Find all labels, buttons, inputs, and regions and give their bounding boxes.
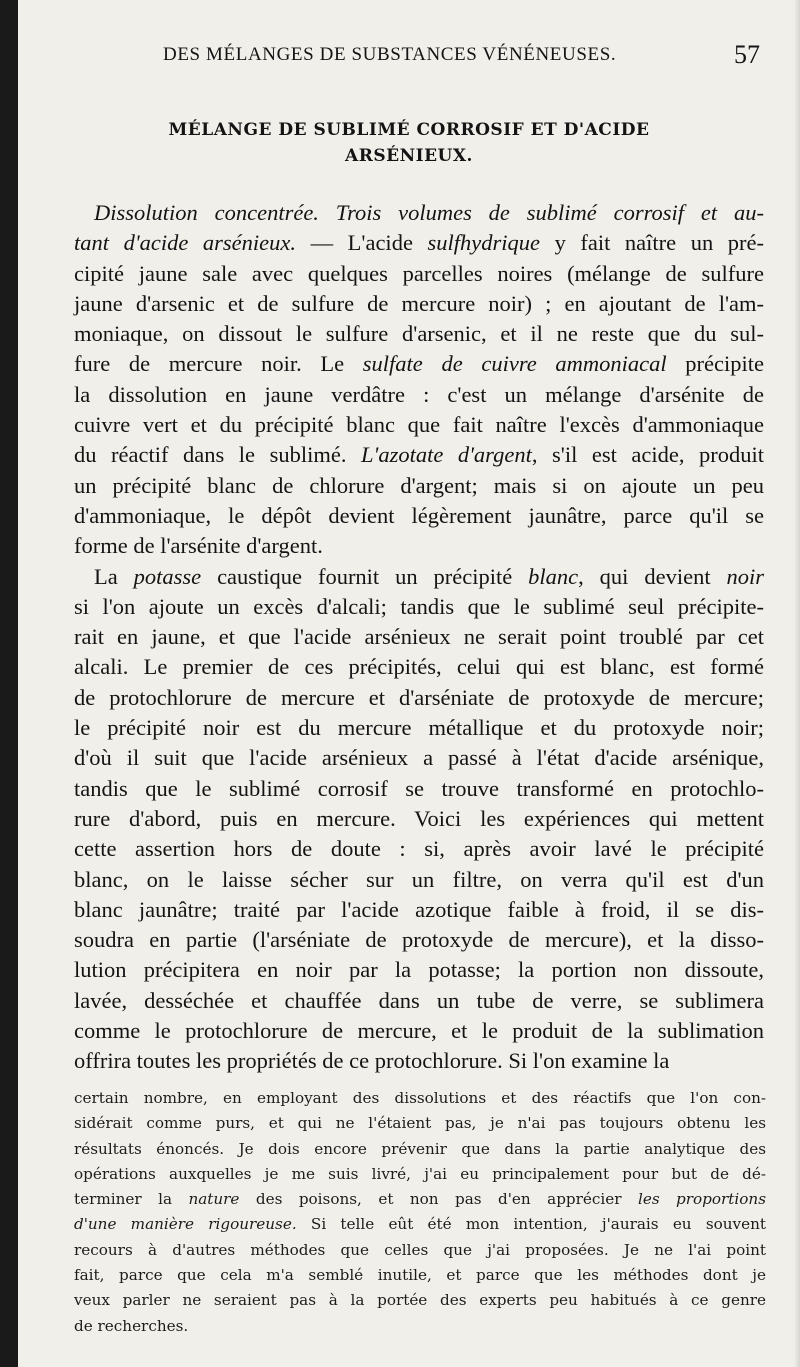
text-run: opérations auxquelles je me suis livré, j'ai eu principalement pour but de dé- <box>74 1164 766 1183</box>
text-run: cipité jaune sale avec quelques parcelles noires (mélange de sulfure <box>74 260 764 286</box>
body-text-line <box>74 531 764 561</box>
body-text-line <box>74 289 764 319</box>
text-run: rure d'abord, puis en mercure. Voici les expériences qui mettent <box>74 805 764 831</box>
section-title-line-2: ARSÉNIEUX. <box>345 146 473 166</box>
text-run: , qui devient <box>578 563 727 589</box>
text-run: comme le protochlorure de mercure, et le produit de la sublimation <box>74 1018 764 1044</box>
text-run: précipite <box>666 351 764 377</box>
text-run: rait en jaune, et que l'acide arsénieux ne serait point troublé par cet <box>74 624 764 650</box>
text-run: sidérait comme purs, et qui ne l'étaient pas, je n'ai pas toujours obtenu les <box>74 1114 766 1133</box>
text-run: si l'on ajoute un excès d'alcali; tandis que le sublimé seul précipite- <box>74 593 764 619</box>
body-text-line <box>74 501 764 531</box>
page-edge-shadow <box>794 0 800 1367</box>
text-run: fure de mercure noir. Le <box>74 351 363 377</box>
text-run: certain nombre, en employant des dissolutions et des réactifs que l'on con- <box>74 1089 766 1107</box>
footnote-line <box>74 1212 766 1237</box>
running-header <box>18 40 800 74</box>
body-text-line <box>74 743 764 773</box>
body-text-line <box>74 834 764 864</box>
italic-text-run: potasse <box>133 563 202 589</box>
italic-text-run: les proportions <box>637 1190 766 1209</box>
body-text-line <box>74 410 764 440</box>
body-text-line <box>74 986 764 1016</box>
italic-text-run: blanc <box>528 563 579 589</box>
body-text-line <box>74 1016 764 1046</box>
body-text-line <box>74 592 764 622</box>
text-run: La <box>94 563 134 589</box>
text-run: offrira toutes les propriétés de ce protochlorure. Si l'on examine la <box>74 1048 670 1074</box>
body-text-line <box>74 440 764 470</box>
text-run: cette assertion hors de doute : si, après avoir lavé le précipité <box>74 836 764 862</box>
italic-text-run: nature <box>188 1190 240 1209</box>
text-run: blanc jaunâtre; traité par l'acide azotique faible à froid, il se dis- <box>74 896 764 922</box>
italic-text-run: sulfate de cuivre ammoniacal <box>362 351 667 377</box>
footnote-text <box>74 1086 766 1339</box>
text-run: tandis que le sublimé corrosif se trouve transformé en protochlo- <box>74 775 764 801</box>
body-text-line <box>74 804 764 834</box>
text-run: terminer la <box>74 1190 189 1209</box>
footnote-line <box>74 1314 766 1339</box>
body-text-line <box>74 774 764 804</box>
footnote-line <box>74 1111 766 1136</box>
body-text-line <box>74 622 764 652</box>
text-run: la dissolution en jaune verdâtre : c'est un mélange d'arsénite de <box>74 381 764 407</box>
text-run: blanc, on le laisse sécher sur un filtre, on verra qu'il est d'un <box>74 866 764 892</box>
body-text-line <box>74 228 764 258</box>
body-text-line <box>74 865 764 895</box>
text-run: — L'acide <box>296 230 428 256</box>
text-run: le précipité noir est du mercure métallique et du protoxyde noir; <box>74 715 764 741</box>
text-run: caustique fournit un précipité <box>201 563 529 589</box>
running-title: DES MÉLANGES DE SUBSTANCES VÉNÉNEUSES. <box>163 44 617 65</box>
footnote-line <box>74 1162 766 1187</box>
text-run: cuivre vert et du précipité blanc que fait naître l'excès d'ammoniaque <box>74 412 764 438</box>
text-run: de recherches. <box>74 1316 189 1335</box>
footnote-line <box>74 1187 766 1212</box>
body-text-line <box>74 471 764 501</box>
italic-text-run: tant d'acide arsénieux. <box>74 230 297 256</box>
body-text-line <box>74 1046 764 1076</box>
text-run: des poisons, et non pas d'en apprécier <box>239 1190 638 1209</box>
text-run: Si telle eût été mon intention, j'aurais eu souvent <box>296 1215 767 1234</box>
text-run: lution précipitera en noir par la potasse; la portion non dissoute, <box>74 957 764 983</box>
italic-text-run: sulfhydrique <box>427 230 540 256</box>
body-text-line <box>74 198 764 228</box>
footnote-line <box>74 1288 766 1313</box>
italic-text-run: Dissolution concentrée. Trois volumes de sublimé corrosif et au- <box>94 200 764 225</box>
text-run: de protochlorure de mercure et d'arséniate de protoxyde de mercure; <box>74 684 764 710</box>
body-text-line <box>74 380 764 410</box>
body-text-line <box>74 349 764 379</box>
text-run: un précipité blanc de chlorure d'argent; mais si on ajoute un peu <box>74 472 764 498</box>
text-run: moniaque, on dissout le sulfure d'arsenic, et il ne reste que du sul- <box>74 321 764 347</box>
text-run: d'ammoniaque, le dépôt devient légèrement jaunâtre, parce qu'il se <box>74 502 764 528</box>
body-text-line <box>74 562 764 592</box>
body-text-line <box>74 955 764 985</box>
italic-text-run: L'azotate d'argent <box>361 442 532 468</box>
body-text-line <box>74 259 764 289</box>
page-number: 57 <box>734 40 760 69</box>
text-run: fait, parce que cela m'a semblé inutile, et parce que les méthodes dont je <box>74 1266 766 1285</box>
footnote-line <box>74 1263 766 1288</box>
body-text-line <box>74 652 764 682</box>
book-page <box>18 0 800 1367</box>
text-run: forme de l'arsénite d'argent. <box>74 533 323 559</box>
footnote-line <box>74 1137 766 1162</box>
italic-text-run: noir <box>726 563 764 589</box>
text-run: soudra en partie (l'arséniate de protoxyde de mercure), et la disso- <box>74 927 764 953</box>
text-run: veux parler ne seraient pas à la portée des experts peu habitués à ce genre <box>74 1291 766 1310</box>
text-run: y fait naître un pré- <box>540 230 765 256</box>
body-text-line <box>74 319 764 349</box>
footnote-line <box>74 1238 766 1263</box>
italic-text-run: d'une manière rigoureuse. <box>74 1215 297 1234</box>
text-run: lavée, desséchée et chauffée dans un tube de verre, se sublimera <box>74 987 764 1013</box>
text-run: alcali. Le premier de ces précipités, celui qui est blanc, est formé <box>74 654 764 680</box>
body-text-line <box>74 925 764 955</box>
main-text <box>74 198 764 1077</box>
text-run: du réactif dans le sublimé. <box>74 442 361 468</box>
body-text-line <box>74 713 764 743</box>
text-run: recours à d'autres méthodes que celles que j'ai proposées. Je ne l'ai point <box>74 1240 766 1259</box>
section-title-line-1: MÉLANGE DE SUBLIMÉ CORROSIF ET D'ACIDE <box>168 120 650 140</box>
body-text-line <box>74 895 764 925</box>
body-text-line <box>74 683 764 713</box>
text-run: résultats énoncés. Je dois encore prévenir que dans la partie analytique des <box>74 1139 766 1158</box>
text-run: , s'il est acide, produit <box>531 442 765 468</box>
text-run: jaune d'arsenic et de sulfure de mercure noir) ; en ajoutant de l'am- <box>74 290 764 316</box>
text-run: d'où il suit que l'acide arsénieux a passé à l'état d'acide arsénique, <box>74 745 764 771</box>
footnote-line <box>74 1086 766 1111</box>
